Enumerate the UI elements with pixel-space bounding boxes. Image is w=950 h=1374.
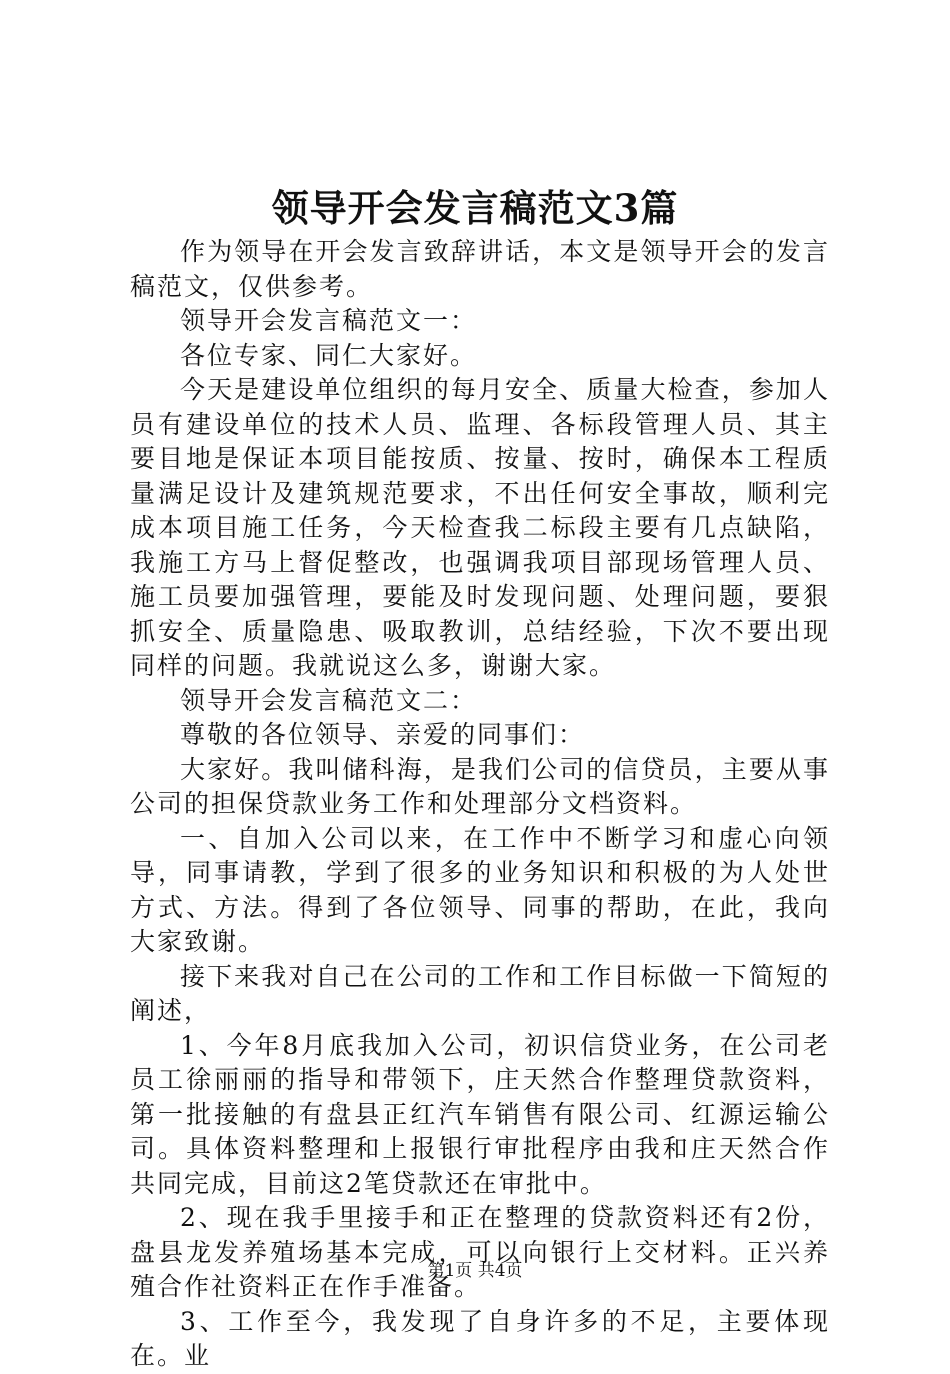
greeting-2: 尊敬的各位领导、亲爱的同事们：: [180, 720, 586, 749]
document-title: 领导开会发言稿范文3篇: [271, 186, 679, 230]
greeting-1: 各位专家、同仁大家好。: [180, 340, 478, 370]
paragraph-speech-1: 今天是建设单位组织的每月安全、质量大检查，参加人员有建设单位的技术人员、监理、各标段管理人员、其主要目地是保证本项目能按质、按量、按时，确保本工程质量满足设计及建筑规范要求，不出任何安全事故，顺利完成本项目施工任务，今天检查我二标段主要有几点缺陷，我施工方马上督促整改，也强调我项目部现场管理人员、施工员要加强管理，要能及时发现问题、处理问题，要狠抓安全、质量隐患、吸取教训，总结经验，下次不要出现同样的问题。我就说这么多，谢谢大家。: [130, 375, 830, 680]
paragraph-item-1: 1、今年8月底我加入公司，初识信贷业务，在公司老员工徐丽丽的指导和带领下，庄天然合作整理贷款资料，第一批接触的有盘县正红汽车销售有限公司、红源运输公司。具体资料整理和上报银行审批程序由我和庄天然合作共同完成，目前这2笔贷款还在审批中。: [130, 1030, 830, 1198]
paragraph-transition: 接下来我对自己在公司的工作和工作目标做一下简短的阐述，: [130, 961, 830, 1025]
section-heading-1: 领导开会发言稿范文一：: [180, 306, 478, 335]
paragraph-intro: 作为领导在开会发言致辞讲话，本文是领导开会的发言稿范文，仅供参考。: [130, 237, 830, 301]
page-footer: 第1页 共4页: [427, 1261, 523, 1281]
document-body: [130, 235, 830, 1374]
paragraph-point-1: 一、自加入公司以来，在工作中不断学习和虚心向领导，同事请教，学到了很多的业务知识和积极的为人处世方式、方法。得到了各位领导、同事的帮助，在此，我向大家致谢。: [130, 823, 830, 956]
paragraph-item-3: 3、工作至今，我发现了自身许多的不足，主要体现在。业: [130, 1306, 830, 1370]
paragraph-self-intro: 大家好。我叫储科海，是我们公司的信贷员，主要从事公司的担保贷款业务工作和处理部分文档资料。: [130, 754, 830, 818]
paragraph-item-2: 2、现在我手里接手和正在整理的贷款资料还有2份，盘县龙发养殖场基本完成，可以向银行上交材料。正兴养殖合作社资料正在作手准备。: [130, 1203, 830, 1301]
section-heading-2: 领导开会发言稿范文二：: [180, 685, 478, 715]
